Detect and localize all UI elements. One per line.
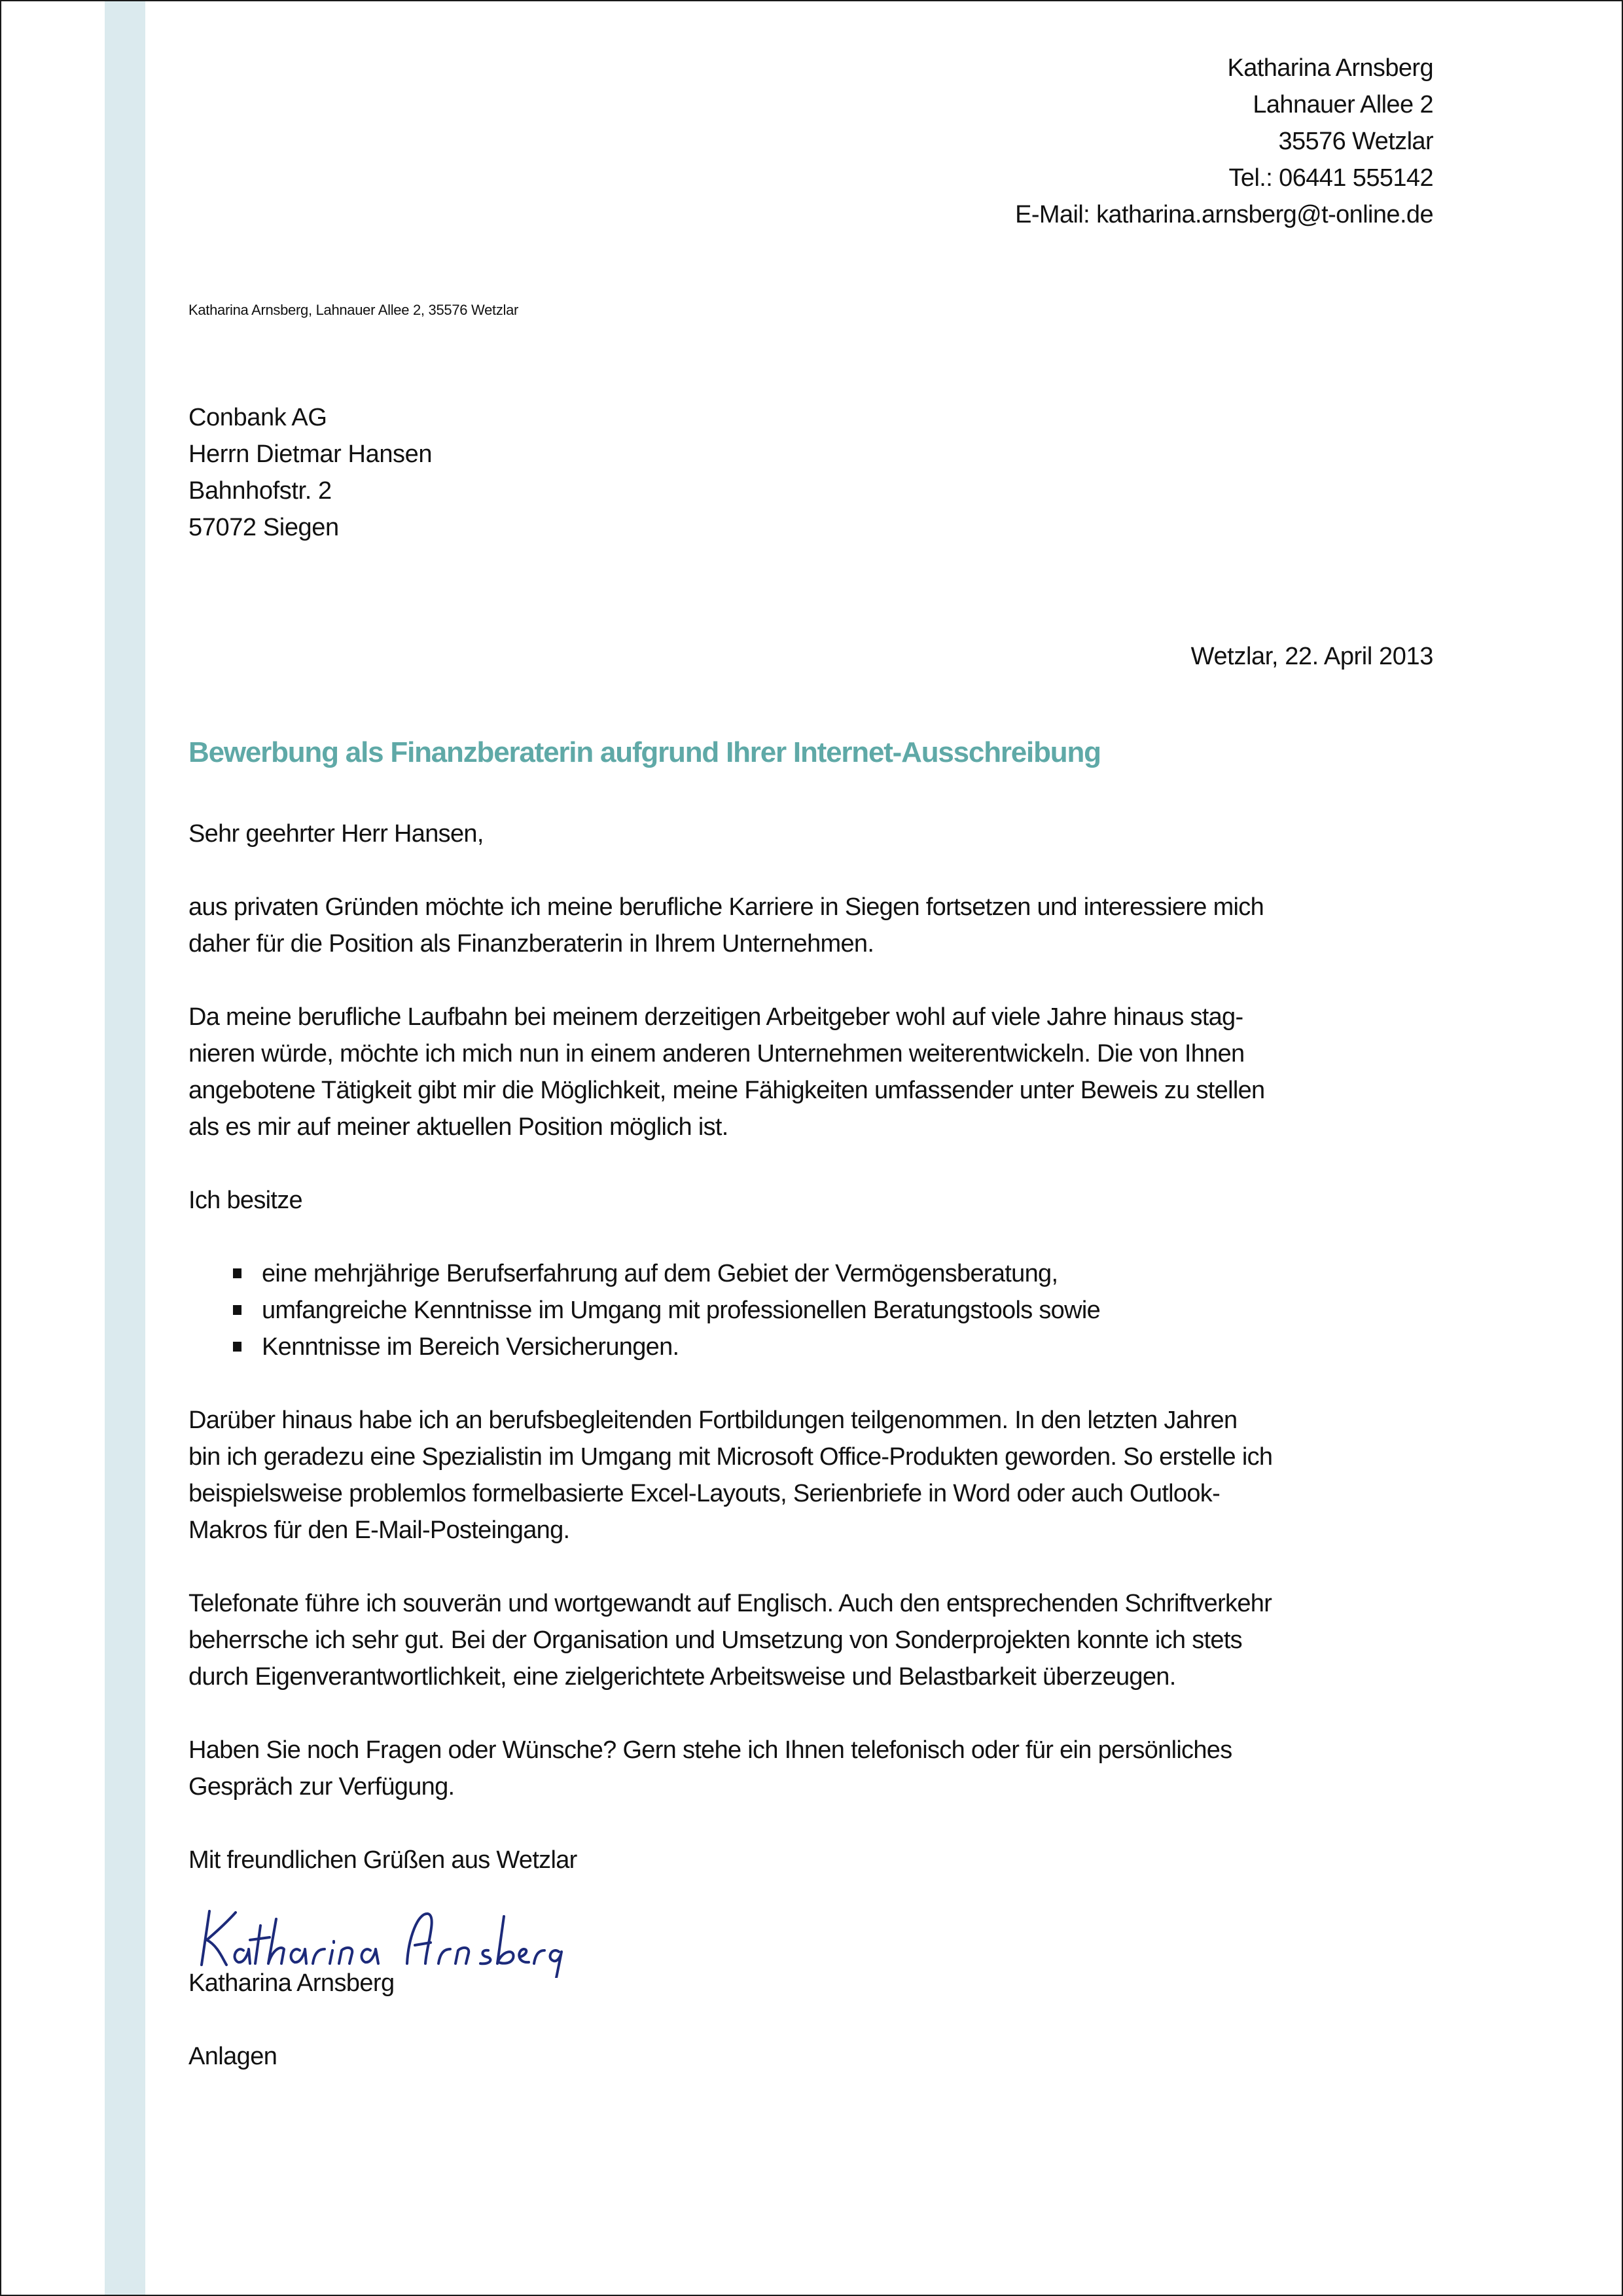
recipient-contact: Herrn Dietmar Hansen bbox=[188, 440, 433, 468]
sender-city: 35576 Wetzlar bbox=[1278, 128, 1433, 155]
paragraph-line: Haben Sie noch Fragen oder Wünsche? Gern stehe ich Ihnen telefonisch oder für ein persönliches bbox=[188, 1736, 1232, 1764]
recipient-address-block bbox=[188, 399, 432, 546]
recipient-city: 57072 Siegen bbox=[188, 514, 339, 541]
paragraph-line: aus privaten Gründen möchte ich meine berufliche Karriere in Siegen fortsetzen und interessiere mich bbox=[188, 893, 1264, 921]
paragraph-line: bin ich geradezu eine Spezialistin im Umgang mit Microsoft Office-Produkten geworden. So erstelle ich bbox=[188, 1443, 1273, 1471]
paragraph-line: Da meine berufliche Laufbahn bei meinem derzeitigen Arbeitgeber wohl auf viele Jahre hinaus stag- bbox=[188, 1003, 1243, 1031]
letter-body bbox=[188, 816, 1438, 1915]
paragraph-line: angebotene Tätigkeit gibt mir die Möglichkeit, meine Fähigkeiten umfassender unter Beweis zu stellen bbox=[188, 1077, 1265, 1104]
sender-address-block bbox=[1015, 50, 1433, 233]
paragraph-skills bbox=[188, 1585, 1438, 1695]
list-item: umfangreiche Kenntnisse im Umgang mit professionellen Beratungstools sowie bbox=[188, 1292, 1438, 1329]
paragraph-line: nieren würde, möchte ich mich nun in einem anderen Unternehmen weiterentwickeln. Die von Ihnen bbox=[188, 1040, 1245, 1067]
sender-email: E-Mail: katharina.arnsberg@t-online.de bbox=[1015, 201, 1433, 228]
paragraph-line: Makros für den E-Mail-Posteingang. bbox=[188, 1516, 570, 1544]
paragraph-line: Ich besitze bbox=[188, 1187, 302, 1214]
sender-name: Katharina Arnsberg bbox=[1227, 54, 1433, 82]
square-bullet-icon bbox=[233, 1268, 241, 1278]
paragraph-closing-question bbox=[188, 1732, 1438, 1805]
paragraph-training bbox=[188, 1402, 1438, 1549]
paragraph-line: beherrsche ich sehr gut. Bei der Organisation und Umsetzung von Sonderprojekten konnte ich stets bbox=[188, 1626, 1242, 1654]
paragraph-intro bbox=[188, 889, 1438, 962]
list-item: Kenntnisse im Bereich Versicherungen. bbox=[188, 1329, 1438, 1365]
paragraph-line: beispielsweise problemlos formelbasierte Excel-Layouts, Serienbriefe in Word oder auch Outlook- bbox=[188, 1480, 1221, 1507]
list-item: eine mehrjährige Berufserfahrung auf dem Gebiet der Vermögensberatung, bbox=[188, 1255, 1438, 1292]
signer-name: Katharina Arnsberg bbox=[188, 1969, 395, 1997]
qualifications-list bbox=[188, 1255, 1438, 1365]
sender-street: Lahnauer Allee 2 bbox=[1253, 91, 1433, 118]
paragraph-line: als es mir auf meiner aktuellen Position möglich ist. bbox=[188, 1113, 728, 1141]
enclosures-note: Anlagen bbox=[188, 2043, 277, 2070]
decorative-side-stripe bbox=[105, 1, 145, 2295]
recipient-company: Conbank AG bbox=[188, 404, 327, 431]
paragraph-qualifications-intro bbox=[188, 1182, 1438, 1219]
paragraph-line: durch Eigenverantwortlichkeit, eine zielgerichtete Arbeitsweise und Belastbarkeit überzeugen. bbox=[188, 1663, 1176, 1691]
date-line: Wetzlar, 22. April 2013 bbox=[1190, 643, 1433, 670]
closing-phrase: Mit freundlichen Grüßen aus Wetzlar bbox=[188, 1846, 577, 1874]
paragraph-line: Telefonate führe ich souverän und wortgewandt auf Englisch. Auch den entsprechenden Schriftverkehr bbox=[188, 1590, 1272, 1617]
sender-phone: Tel.: 06441 555142 bbox=[1228, 164, 1433, 192]
square-bullet-icon bbox=[233, 1305, 241, 1315]
paragraph-line: Gespräch zur Verfügung. bbox=[188, 1773, 455, 1801]
subject-heading: Bewerbung als Finanzberaterin aufgrund Ihrer Internet-Ausschreibung bbox=[188, 736, 1101, 768]
paragraph-line: daher für die Position als Finanzberaterin in Ihrem Unternehmen. bbox=[188, 930, 874, 958]
paragraph-line: Darüber hinaus habe ich an berufsbegleitenden Fortbildungen teilgenommen. In den letzten Jahren bbox=[188, 1407, 1238, 1434]
salutation: Sehr geehrter Herr Hansen, bbox=[188, 820, 484, 848]
square-bullet-icon bbox=[233, 1342, 241, 1352]
paragraph-motivation bbox=[188, 999, 1438, 1145]
recipient-street: Bahnhofstr. 2 bbox=[188, 477, 332, 505]
return-address-line: Katharina Arnsberg, Lahnauer Allee 2, 35576 Wetzlar bbox=[188, 302, 519, 318]
